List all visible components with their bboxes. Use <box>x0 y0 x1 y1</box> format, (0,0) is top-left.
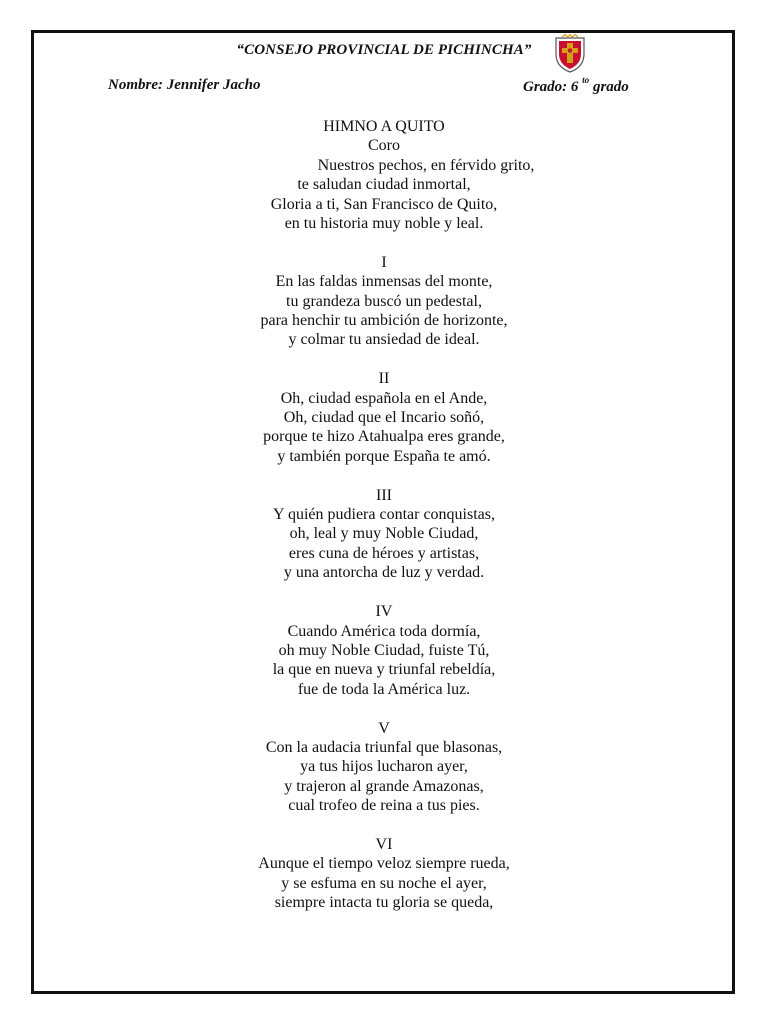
stanza-numeral: IV <box>375 603 393 621</box>
stanza-line: oh, leal y muy Noble Ciudad, <box>289 525 479 543</box>
stanza-line: fue de toda la América luz. <box>297 680 471 698</box>
student-grade <box>523 77 629 96</box>
stanza-numeral: III <box>376 486 392 504</box>
grade-superscript: to <box>582 75 590 85</box>
stanza-line: porque te hizo Atahualpa eres grande, <box>263 428 505 446</box>
chorus-line: te saludan ciudad inmortal, <box>297 176 471 194</box>
stanza-numeral: V <box>378 719 390 737</box>
stanza-line: Con la audacia triunfal que blasonas, <box>265 738 503 756</box>
stanza-line: y trajeron al grande Amazonas, <box>284 777 484 795</box>
student-name: Nombre: Jennifer Jacho <box>108 77 261 93</box>
chorus-line: Nuestros pechos, en férvido grito, <box>317 156 535 174</box>
chorus-line: Gloria a ti, San Francisco de Quito, <box>270 195 498 213</box>
grade-prefix: Grado: 6 <box>523 79 579 95</box>
stanza-numeral: II <box>378 370 390 388</box>
stanza-gap <box>0 350 768 369</box>
stanza-gap <box>0 466 768 485</box>
stanza-line: y colmar tu ansiedad de ideal. <box>288 331 480 349</box>
stanza-gap <box>0 583 768 602</box>
stanza-line: Oh, ciudad española en el Ande, <box>280 389 488 407</box>
stanza-line: Aunque el tiempo veloz siempre rueda, <box>258 855 510 873</box>
stanza-line: cual trofeo de reina a tus pies. <box>288 797 480 815</box>
stanza-line: ya tus hijos lucharon ayer, <box>300 758 468 776</box>
stanza-line: y se esfuma en su noche el ayer, <box>281 874 487 892</box>
stanza-gap <box>0 233 768 252</box>
stanza-line: para henchir tu ambición de horizonte, <box>260 312 508 330</box>
stanza-gap <box>0 699 768 718</box>
stanza-gap <box>0 816 768 835</box>
stanza-line: y también porque España te amó. <box>277 447 491 465</box>
stanza-line: siempre intacta tu gloria se queda, <box>274 894 494 912</box>
crest-icon <box>550 34 590 74</box>
stanza-line: eres cuna de héroes y artistas, <box>288 544 480 562</box>
chorus-line: en tu historia muy noble y leal. <box>284 215 484 233</box>
stanza-numeral: I <box>381 253 387 271</box>
stanza-line: Oh, ciudad que el Incario soñó, <box>283 409 485 427</box>
stanza-line: tu grandeza buscó un pedestal, <box>286 292 482 310</box>
grade-suffix: grado <box>592 79 629 95</box>
document-header-title: “CONSEJO PROVINCIAL DE PICHINCHA” <box>236 42 532 58</box>
stanza-line: En las faldas inmensas del monte, <box>275 273 493 291</box>
stanza-line: Cuando América toda dormía, <box>287 622 481 640</box>
stanza-line: y una antorcha de luz y verdad. <box>283 564 485 582</box>
stanza-line: la que en nueva y triunfal rebeldía, <box>272 661 496 679</box>
poem-title: HIMNO A QUITO <box>323 118 445 135</box>
poem <box>0 117 768 913</box>
chorus-label: Coro <box>368 137 400 155</box>
stanza-line: oh muy Noble Ciudad, fuiste Tú, <box>278 641 490 659</box>
stanza-line: Y quién pudiera contar conquistas, <box>272 506 495 524</box>
stanza-numeral: VI <box>375 835 393 853</box>
